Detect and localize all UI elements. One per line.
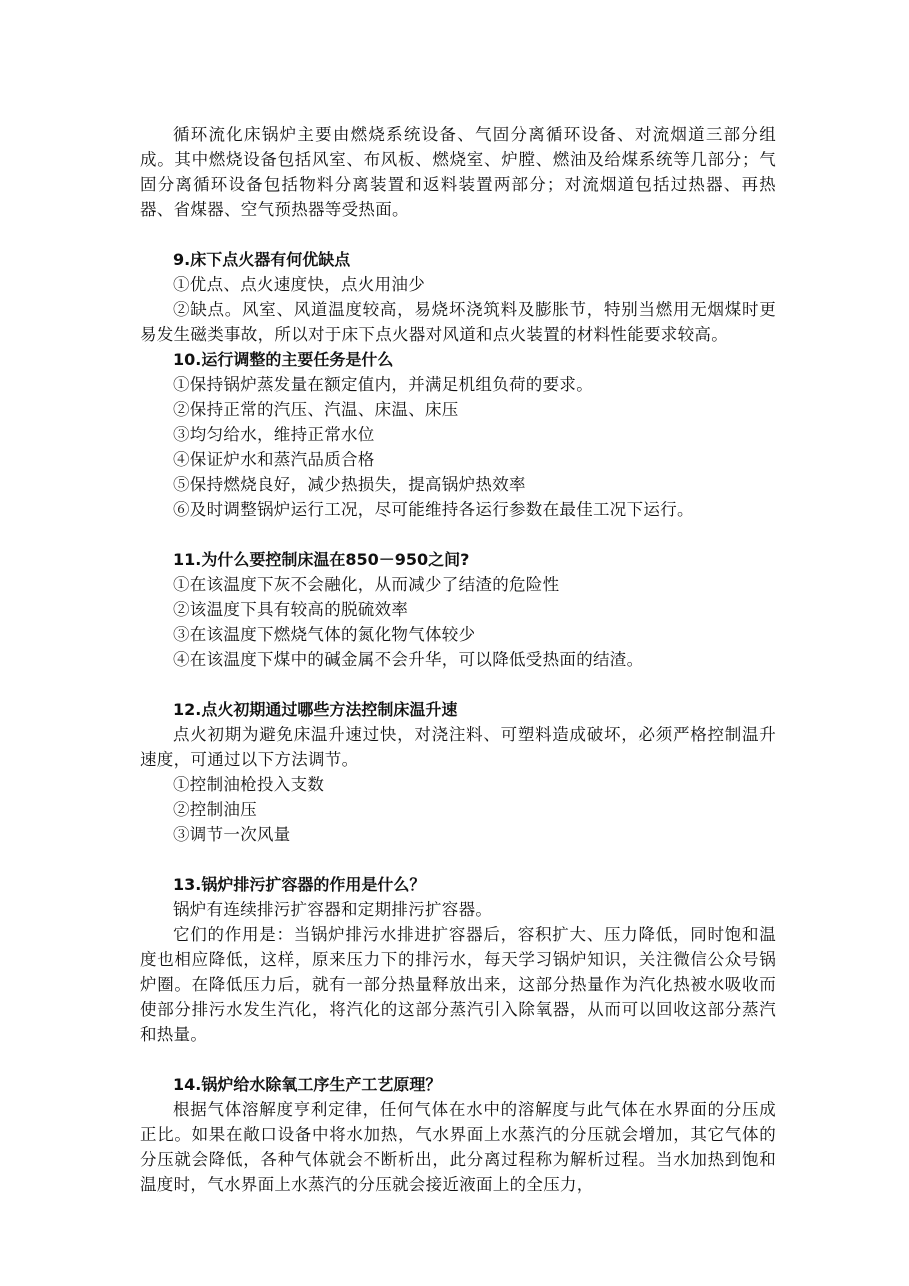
question-13-heading: 13.锅炉排污扩容器的作用是什么？ (173, 875, 426, 894)
q10-item-5: ⑤保持燃烧良好，减少热损失，提高锅炉热效率 (173, 475, 526, 494)
question-9-heading: 9.床下点火器有何优缺点 (173, 250, 351, 269)
q12-item-3: ③调节一次风量 (173, 825, 291, 844)
q9-item-2: ②缺点。风室、风道温度较高，易烧坏浇筑料及膨胀节，特别当燃用无烟煤时更易发生磁类事故，所以对于床下点火器对风道和点火装置的材料性能要求较高。 (140, 300, 776, 344)
q14-paragraph-1: 根据气体溶解度亨利定律，任何气体在水中的溶解度与此气体在水界面的分压成正比。如果在敞口设备中将水加热，气水界面上水蒸汽的分压就会增加，其它气体的分压就会降低，各种气体就会不断析出，此分离过程称为解析过程。当水加热到饱和温度时，气水界面上水蒸汽的分压就会接近液面上的全压力， (140, 1100, 776, 1194)
q11-item-2: ②该温度下具有较高的脱硫效率 (173, 600, 409, 619)
q11-item-1: ①在该温度下灰不会融化，从而减少了结渣的危险性 (173, 575, 560, 594)
q12-item-2: ②控制油压 (173, 800, 257, 819)
spacer (140, 522, 776, 547)
q10-item-4: ④保证炉水和蒸汽品质合格 (173, 450, 375, 469)
q11-item-4: ④在该温度下煤中的碱金属不会升华，可以降低受热面的结渣。 (173, 650, 644, 669)
q10-item-6: ⑥及时调整锅炉运行工况，尽可能维持各运行参数在最佳工况下运行。 (173, 500, 694, 519)
q12-intro: 点火初期为避免床温升速过快，对浇注料、可塑料造成破坏，必须严格控制温升速度，可通过以下方法调节。 (140, 725, 776, 769)
intro-paragraph: 循环流化床锅炉主要由燃烧系统设备、气固分离循环设备、对流烟道三部分组成。其中燃烧设备包括风室、布风板、燃烧室、炉膛、燃油及给煤系统等几部分；气固分离循环设备包括物料分离装置和返料装置两部分；对流烟道包括过热器、再热器、省煤器、空气预热器等受热面。 (140, 125, 776, 219)
q10-item-3: ③均匀给水，维持正常水位 (173, 425, 375, 444)
spacer (140, 1047, 776, 1072)
q13-paragraph-1: 锅炉有连续排污扩容器和定期排污扩容器。 (173, 900, 493, 919)
spacer (140, 847, 776, 872)
q13-paragraph-2: 它们的作用是：当锅炉排污水排进扩容器后，容积扩大、压力降低，同时饱和温度也相应降低，这样，原来压力下的排污水，每天学习锅炉知识，关注微信公众号锅炉圈。在降低压力后，就有一部分热量释放出来，这部分热量作为汽化热被水吸收而使部分排污水发生汽化，将汽化的这部分蒸汽引入除氧器，从而可以回收这部分蒸汽和热量。 (140, 925, 776, 1044)
spacer (140, 222, 776, 247)
q10-item-1: ①保持锅炉蒸发量在额定值内，并满足机组负荷的要求。 (173, 375, 593, 394)
question-11-heading: 11.为什么要控制床温在850－950之间? (173, 550, 470, 569)
q9-item-1: ①优点、点火速度快，点火用油少 (173, 275, 425, 294)
spacer (140, 672, 776, 697)
q11-item-3: ③在该温度下燃烧气体的氮化物气体较少 (173, 625, 476, 644)
q12-item-1: ①控制油枪投入支数 (173, 775, 325, 794)
question-12-heading: 12.点火初期通过哪些方法控制床温升速 (173, 700, 458, 719)
question-14-heading: 14.锅炉给水除氧工序生产工艺原理？ (173, 1075, 442, 1094)
document-body (140, 122, 776, 1197)
q10-item-2: ②保持正常的汽压、汽温、床温、床压 (173, 400, 459, 419)
question-10-heading: 10.运行调整的主要任务是什么 (173, 350, 394, 369)
